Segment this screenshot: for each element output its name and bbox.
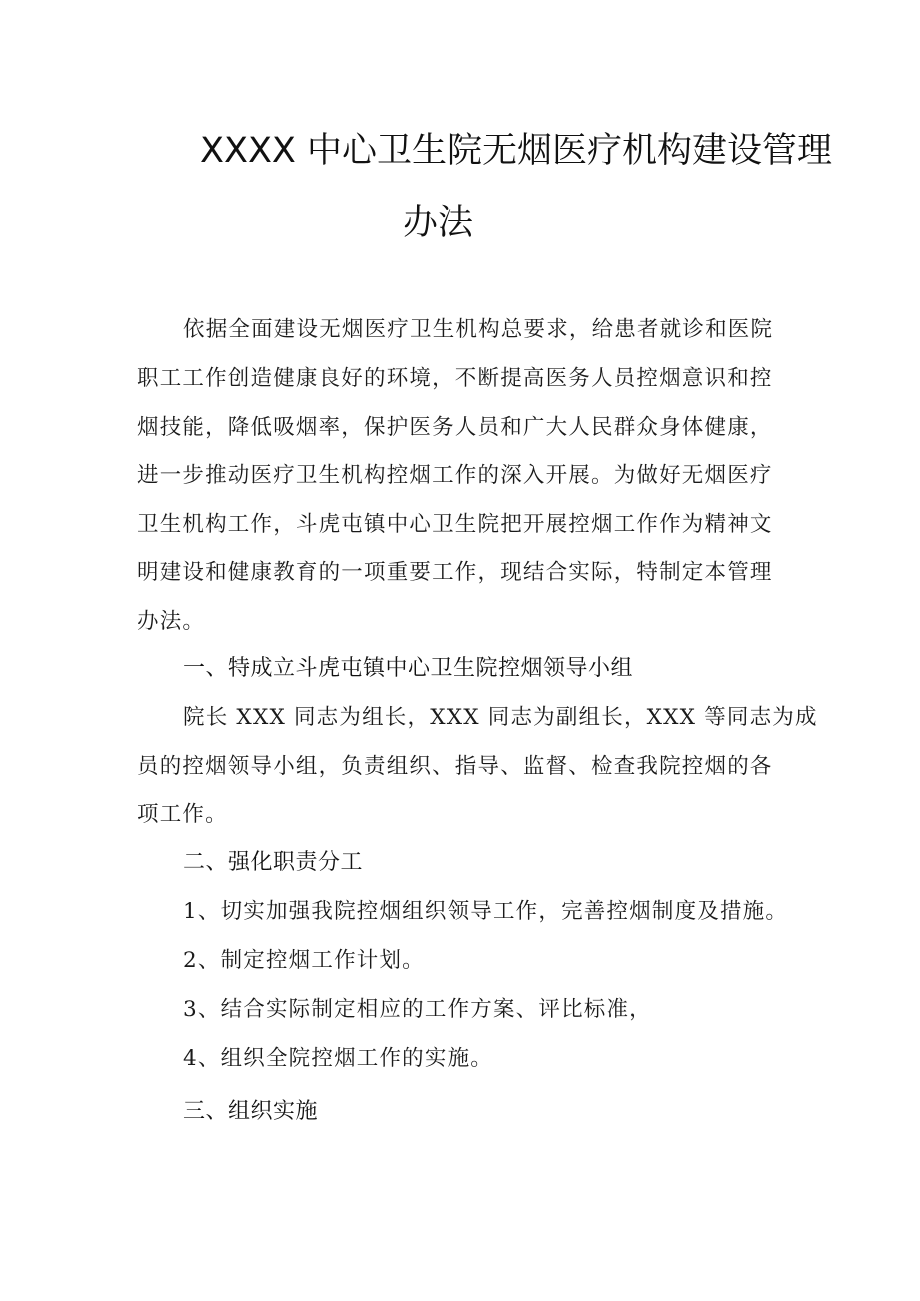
intro-paragraph-line: 烟技能，降低吸烟率，保护医务人员和广大人民群众身体健康， [137, 415, 773, 440]
section-heading-3: 三、组织实施 [183, 1099, 319, 1124]
section1-paragraph-line: 项工作。 [137, 802, 228, 827]
intro-paragraph-line: 办法。 [137, 609, 206, 634]
section-heading-1: 一、特成立斗虎屯镇中心卫生院控烟领导小组 [183, 656, 634, 681]
section2-list-item: 3、结合实际制定相应的工作方案、评比标准， [183, 997, 652, 1022]
section-heading-2: 二、强化职责分工 [183, 850, 364, 875]
section1-paragraph-line: 员的控烟领导小组，负责组织、指导、监督、检查我院控烟的各 [137, 754, 773, 779]
section1-paragraph-line: 院长 XXX 同志为组长，XXX 同志为副组长，XXX 等同志为成 [183, 705, 818, 730]
intro-paragraph-line: 卫生机构工作，斗虎屯镇中心卫生院把开展控烟工作作为精神文 [137, 512, 773, 537]
document-title-line-1: XXXX 中心卫生院无烟医疗机构建设管理 [200, 131, 833, 171]
intro-paragraph-line: 进一步推动医疗卫生机构控烟工作的深入开展。为做好无烟医疗 [137, 463, 773, 488]
intro-paragraph-line: 依据全面建设无烟医疗卫生机构总要求，给患者就诊和医院 [183, 317, 774, 342]
document-title-line-2: 办法 [403, 203, 474, 243]
intro-paragraph-line: 明建设和健康教育的一项重要工作，现结合实际，特制定本管理 [137, 560, 773, 585]
section2-list-item: 2、制定控烟工作计划。 [183, 948, 425, 973]
section2-list-item: 4、组织全院控烟工作的实施。 [183, 1046, 493, 1071]
intro-paragraph-line: 职工工作创造健康良好的环境，不断提高医务人员控烟意识和控 [137, 366, 773, 391]
section2-list-item: 1、切实加强我院控烟组织领导工作，完善控烟制度及措施。 [183, 899, 789, 924]
